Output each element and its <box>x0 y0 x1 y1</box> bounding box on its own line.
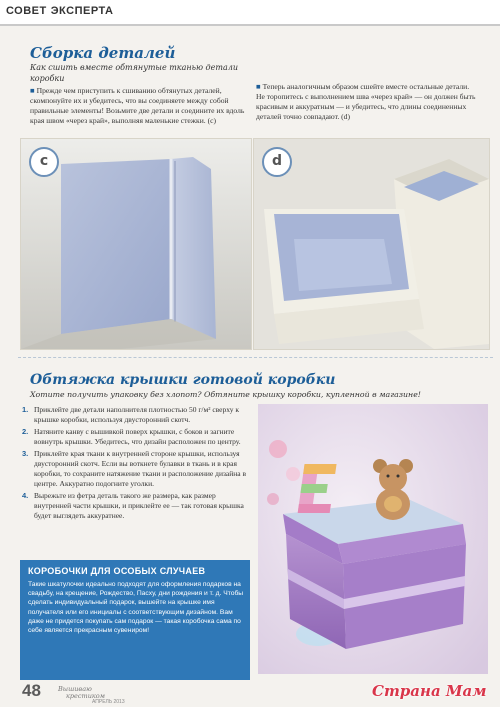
magazine-brand <box>58 686 105 700</box>
section1-right-text <box>256 82 478 122</box>
photo-c <box>20 138 252 350</box>
step-number: 4. <box>22 491 29 500</box>
step-number: 3. <box>22 449 29 458</box>
page-number: 48 <box>22 681 41 700</box>
photo-finished-box <box>258 404 488 674</box>
section2-subtitle: Хотите получить упаковку без хлопот? Обтяните крышку коробки, купленной в магазине! <box>30 390 421 399</box>
finished-box-illustration <box>258 404 488 674</box>
section1-subtitle: Как сшить вместе обтянутые тканью детали коробки <box>30 63 238 83</box>
left-paragraph: Прежде чем приступить к сшиванию обтянутых деталей, скомпонуйте их и убедитесь, что вы соединяете между собой правильные элементы! Возьмите две детали и соедините их вдоль края швом «через край», выполняя маленькие стежки. (с) <box>30 86 245 125</box>
rubric-title <box>6 5 117 17</box>
step-text: Приклейте края ткани к внутренней стороне крышки, используя двусторонний скотч. Если вы воткнете булавки в ткань и в края коробки, то сохраните натяжение ткани и расположение дизайна в центре. Аккуратно подогните уголки. <box>34 449 247 488</box>
step-item <box>22 491 247 521</box>
step-text: Натяните канву с вышивкой поверх крышки, с боков и загните вовнутрь крышки. Убедитесь, что дизайн расположен по центру. <box>34 427 241 446</box>
brand-line-1: Вышиваю <box>58 685 92 693</box>
right-paragraph: Теперь аналогичным образом сшейте вместе остальные детали. Не торопитесь с выполнением шва «через край» — он должен быть красивым и аккуратным — и убедитесь, что длины соединенных деталей точно совпадают. (d) <box>256 82 476 121</box>
rubric-word-2: ЭКСПЕРТА <box>50 5 114 17</box>
section1-left-text <box>30 86 252 126</box>
step-number: 2. <box>22 427 29 436</box>
header-bar <box>0 0 500 26</box>
bullet-square-icon: ■ <box>30 86 35 95</box>
rubric-word-1: СОВЕТ <box>6 5 47 17</box>
bullet-square-icon: ■ <box>256 82 261 91</box>
step-text: Вырежьте из фетра деталь такого же размера, как размер внутренней части крышки, и приклейте ее — так готовая крышка будет выглядеть аккуратнее. <box>34 491 244 520</box>
infobox <box>20 560 250 680</box>
infobox-body: Такие шкатулочки идеально подходят для оформления подарков на свадьбу, на крещение, Рождество, Пасху, дни рождения и т. д. Чтобы сделать индивидуальный подарок, вышейте на крышке имя получателя или его инициалы с соответствующим дизайном. Вам даже не придется покупать сам подарок — такая коробочка сама по себе является прекрасным сувениром! <box>28 581 244 635</box>
section2-title: Обтяжка крышки готовой коробки <box>30 372 336 388</box>
step-text: Приклейте две детали наполнителя плотностью 50 г/м² сверху к крышке коробки, используя двусторонний скотч. <box>34 405 239 424</box>
infobox-title: КОРОБОЧКИ ДЛЯ ОСОБЫХ СЛУЧАЕВ <box>28 566 206 576</box>
photo-d <box>253 138 490 350</box>
step-item <box>22 405 247 425</box>
step-number: 1. <box>22 405 29 414</box>
steps-list <box>22 405 247 523</box>
watermark: Страна Мам <box>372 682 487 700</box>
section-divider <box>18 357 493 358</box>
section1-title: Сборка деталей <box>30 44 176 62</box>
brand-line-2: крестиком <box>66 692 106 700</box>
step-item <box>22 449 247 489</box>
photo-d-label: d <box>262 147 292 177</box>
photo-c-label: c <box>29 147 59 177</box>
issue-month: АПРЕЛЬ 2013 <box>92 699 125 705</box>
step-item <box>22 427 247 447</box>
